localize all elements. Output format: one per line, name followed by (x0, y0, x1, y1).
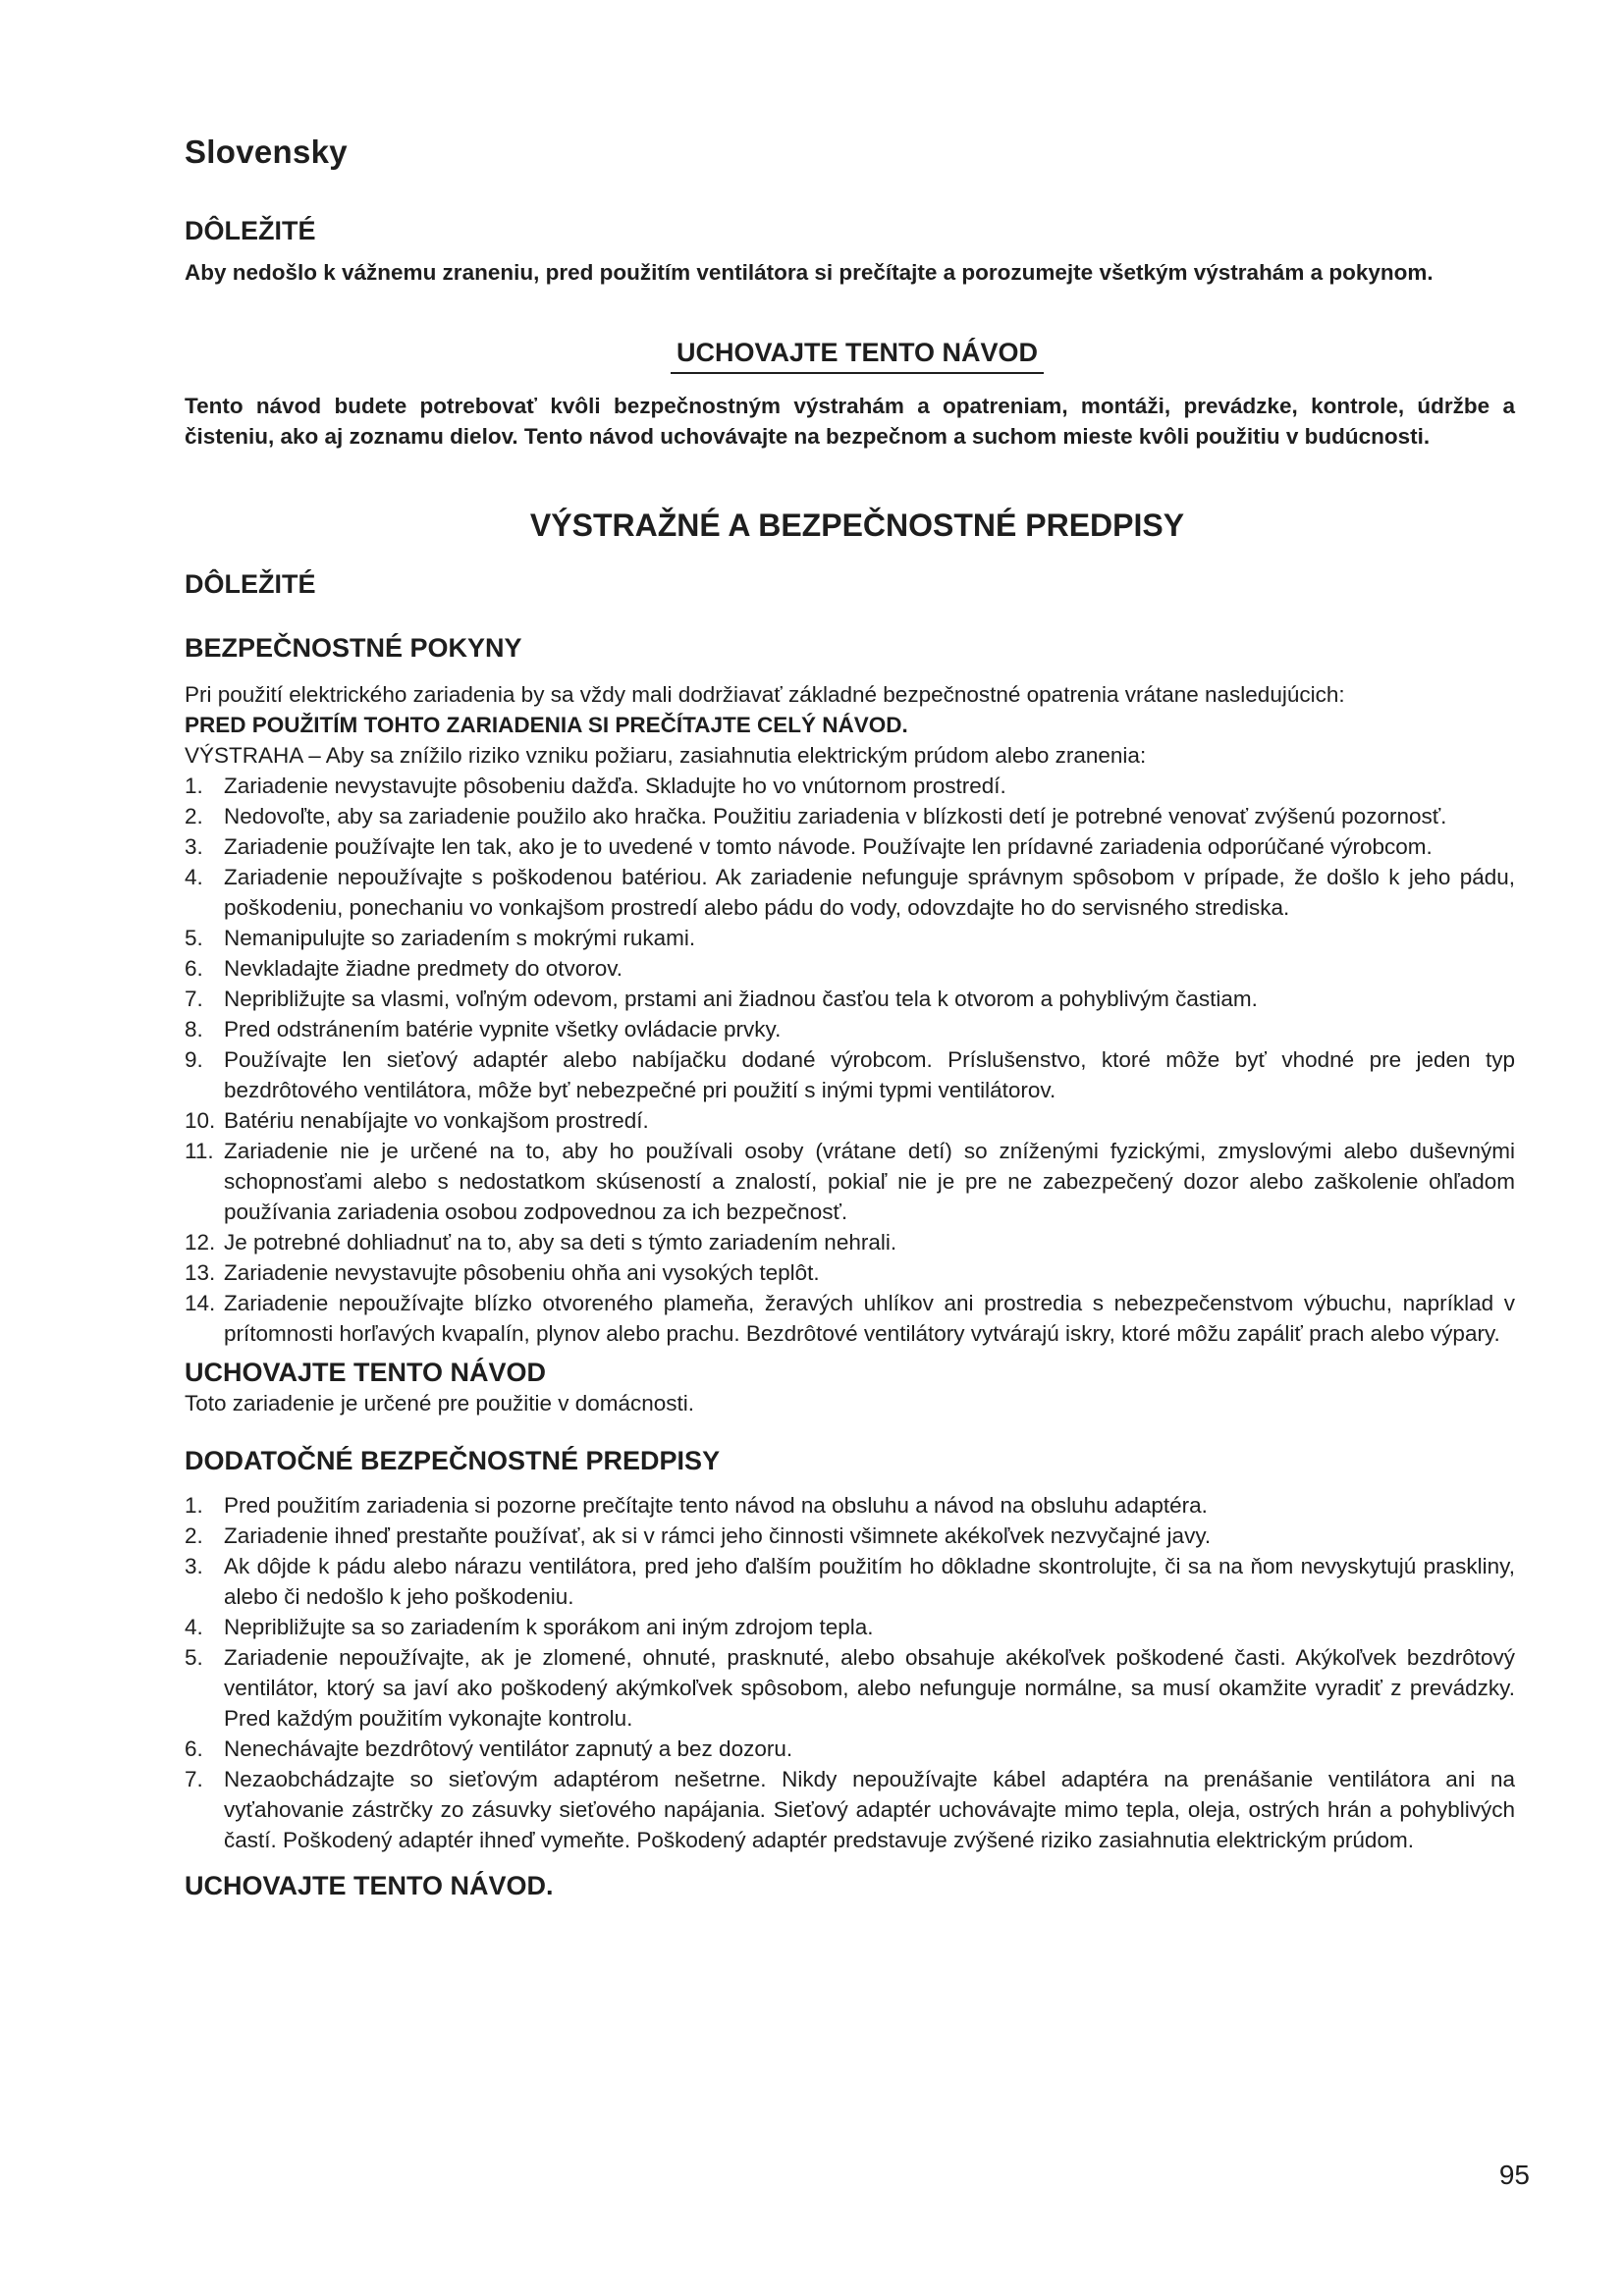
list-item (185, 1764, 1530, 1855)
item-number: 2. (185, 804, 203, 828)
item-text: Zariadenie ihneď prestaňte používať, ak si v rámci jeho činnosti všimnete akékoľvek nezvyčajné javy. (224, 1523, 1212, 1548)
keep-manual-heading-text: UCHOVAJTE TENTO NÁVOD (671, 338, 1044, 374)
keep-manual-heading (185, 338, 1530, 374)
list-item (185, 1521, 1530, 1551)
list-item (185, 953, 1530, 984)
item-number: 11. (185, 1139, 214, 1163)
item-number: 4. (185, 865, 203, 889)
important-heading-2: DÔLEŽITÉ (185, 569, 316, 599)
safety-list (185, 771, 1530, 1349)
intro-paragraph: Aby nedošlo k vážnemu zraneniu, pred použitím ventilátora si prečítajte a porozumejte všetkým výstrahám a pokynom. (185, 260, 1434, 285)
item-text: Ak dôjde k pádu alebo nárazu ventilátora, pred jeho ďalším použitím ho dôkladne skontrolujte, či sa na ňom nevyskytujú praskliny, alebo či nedošlo k jeho poškodeniu. (224, 1554, 1515, 1609)
list-item (185, 1136, 1530, 1227)
list-item (185, 1288, 1530, 1349)
item-number: 2. (185, 1523, 203, 1548)
list-item (185, 1490, 1530, 1521)
item-number: 6. (185, 1736, 203, 1761)
item-text: Nevkladajte žiadne predmety do otvorov. (224, 956, 623, 981)
read-manual-notice: PRED POUŽITÍM TOHTO ZARIADENIA SI PREČÍTAJTE CELÝ NÁVOD. (185, 713, 908, 737)
item-text: Nemanipulujte so zariadením s mokrými rukami. (224, 926, 696, 950)
item-text: Pred použitím zariadenia si pozorne prečítajte tento návod na obsluhu a návod na obsluhu adaptéra. (224, 1493, 1208, 1518)
manual-purpose-paragraph: Tento návod budete potrebovať kvôli bezpečnostným výstrahám a opatreniam, montáži, prevádzke, kontrole, údržbe a čisteniu, ako aj zoznamu dielov. Tento návod uchovávajte na bezpečnom a suchom mieste kvôli použitiu v budúcnosti. (185, 394, 1515, 449)
list-item (185, 801, 1530, 831)
safety-body (185, 679, 1530, 1901)
safety-intro: Pri použití elektrického zariadenia by sa vždy mali dodržiavať základné bezpečnostné opatrenia vrátane nasledujúcich: (185, 682, 1345, 707)
item-text: Zariadenie nepoužívajte, ak je zlomené, ohnuté, prasknuté, alebo obsahuje akékoľvek poškodené časti. Akýkoľvek bezdrôtový ventilátor, ktorý sa javí ako poškodený akýmkoľvek spôsobom, alebo nefunguje normálne, sa musí okamžite vyradiť z prevádzky. Pred každým použitím vykonajte kontrolu. (224, 1645, 1515, 1731)
list-item (185, 923, 1530, 953)
item-text: Zariadenie nepoužívajte s poškodenou batériou. Ak zariadenie nefunguje správnym spôsobom v prípade, že došlo k jeho pádu, poškodeniu, ponechaniu vo vonkajšom prostredí alebo pádu do vody, odovzdajte ho do servisného strediska. (224, 865, 1515, 920)
home-use-note: Toto zariadenie je určené pre použitie v domácnosti. (185, 1391, 695, 1415)
item-number: 10. (185, 1108, 216, 1133)
language-heading: Slovensky (185, 133, 348, 170)
item-text: Batériu nenabíjajte vo vonkajšom prostredí. (224, 1108, 649, 1133)
additional-list (185, 1490, 1530, 1855)
list-item (185, 1257, 1530, 1288)
item-number: 1. (185, 1493, 203, 1518)
item-text: Nenechávajte bezdrôtový ventilátor zapnutý a bez dozoru. (224, 1736, 793, 1761)
keep-manual-heading-2: UCHOVAJTE TENTO NÁVOD (185, 1358, 547, 1387)
item-number: 9. (185, 1047, 203, 1072)
item-text: Pred odstránením batérie vypnite všetky ovládacie prvky. (224, 1017, 782, 1041)
list-item (185, 862, 1530, 923)
item-number: 7. (185, 1767, 203, 1791)
item-text: Nedovoľte, aby sa zariadenie použilo ako hračka. Použitiu zariadenia v blízkosti detí je potrebné venovať zvýšenú pozornosť. (224, 804, 1447, 828)
list-item (185, 1105, 1530, 1136)
list-item (185, 984, 1530, 1014)
list-item (185, 1551, 1530, 1612)
additional-safety-heading: DODATOČNÉ BEZPEČNOSTNÉ PREDPISY (185, 1446, 721, 1475)
item-text: Zariadenie používajte len tak, ako je to uvedené v tomto návode. Používajte len prídavné zariadenia odporúčané výrobcom. (224, 834, 1433, 859)
item-text: Nepribližujte sa vlasmi, voľným odevom, prstami ani žiadnou časťou tela k otvorom a pohyblivým častiam. (224, 987, 1258, 1011)
item-text: Zariadenie nevystavujte pôsobeniu dažďa. Skladujte ho vo vnútornom prostredí. (224, 774, 1006, 798)
item-number: 3. (185, 834, 203, 859)
important-heading: DÔLEŽITÉ (185, 216, 316, 245)
list-item (185, 1227, 1530, 1257)
item-number: 5. (185, 926, 203, 950)
item-text: Nezaobchádzajte so sieťovým adaptérom nešetrne. Nikdy nepoužívajte kábel adaptéra na prenášanie ventilátora ani na vyťahovanie zástrčky zo zásuvky sieťového napájania. Sieťový adaptér uchovávajte mimo tepla, oleja, ostrých hrán a pohyblivých častí. Poškodený adaptér ihneď vymeňte. Poškodený adaptér predstavuje zvýšené riziko zasiahnutia elektrickým prúdom. (224, 1767, 1515, 1852)
item-text: Zariadenie nepoužívajte blízko otvoreného plameňa, žeravých uhlíkov ani prostredia s nebezpečenstvom výbuchu, napríklad v prítomnosti horľavých kvapalín, plynov alebo prachu. Bezdrôtové ventilátory vytvárajú iskry, ktoré môžu zapáliť prach alebo výpary. (224, 1291, 1515, 1346)
item-text: Nepribližujte sa so zariadením k sporákom ani iným zdrojom tepla. (224, 1615, 874, 1639)
item-number: 1. (185, 774, 203, 798)
item-text: Zariadenie nie je určené na to, aby ho používali osoby (vrátane detí) so zníženými fyzickými, zmyslovými alebo duševnými schopnosťami alebo s nedostatkom skúseností a znalostí, pokiaľ nie je pre ne zabezpečený dozor alebo zaškolenie ohľadom používania zariadenia osobou zodpovednou za ich bezpečnosť. (224, 1139, 1515, 1224)
keep-manual-heading-3: UCHOVAJTE TENTO NÁVOD. (185, 1871, 554, 1900)
item-number: 7. (185, 987, 203, 1011)
list-item (185, 1612, 1530, 1642)
list-item (185, 831, 1530, 862)
list-item (185, 1734, 1530, 1764)
item-number: 8. (185, 1017, 203, 1041)
item-number: 5. (185, 1645, 203, 1670)
list-item (185, 1642, 1530, 1734)
safety-instructions-heading: BEZPEČNOSTNÉ POKYNY (185, 633, 522, 663)
warning-line: VÝSTRAHA – Aby sa znížilo riziko vzniku požiaru, zasiahnutia elektrickým prúdom alebo zranenia: (185, 743, 1147, 768)
item-text: Zariadenie nevystavujte pôsobeniu ohňa ani vysokých teplôt. (224, 1260, 820, 1285)
item-number: 13. (185, 1260, 216, 1285)
item-number: 14. (185, 1291, 216, 1315)
list-item (185, 1014, 1530, 1044)
item-text: Používajte len sieťový adaptér alebo nabíjačku dodané výrobcom. Príslušenstvo, ktoré môže byť vhodné pre jeden typ bezdrôtového ventilátora, môže byť nebezpečné pri použití s inými typmi ventilátorov. (224, 1047, 1515, 1102)
item-text: Je potrebné dohliadnuť na to, aby sa deti s týmto zariadením nehrali. (224, 1230, 897, 1255)
item-number: 6. (185, 956, 203, 981)
list-item (185, 1044, 1530, 1105)
item-number: 12. (185, 1230, 216, 1255)
warnings-title: VÝSTRAŽNÉ A BEZPEČNOSTNÉ PREDPISY (529, 507, 1185, 543)
item-number: 4. (185, 1615, 203, 1639)
page-number: 95 (1498, 2160, 1530, 2190)
item-number: 3. (185, 1554, 203, 1578)
list-item (185, 771, 1530, 801)
